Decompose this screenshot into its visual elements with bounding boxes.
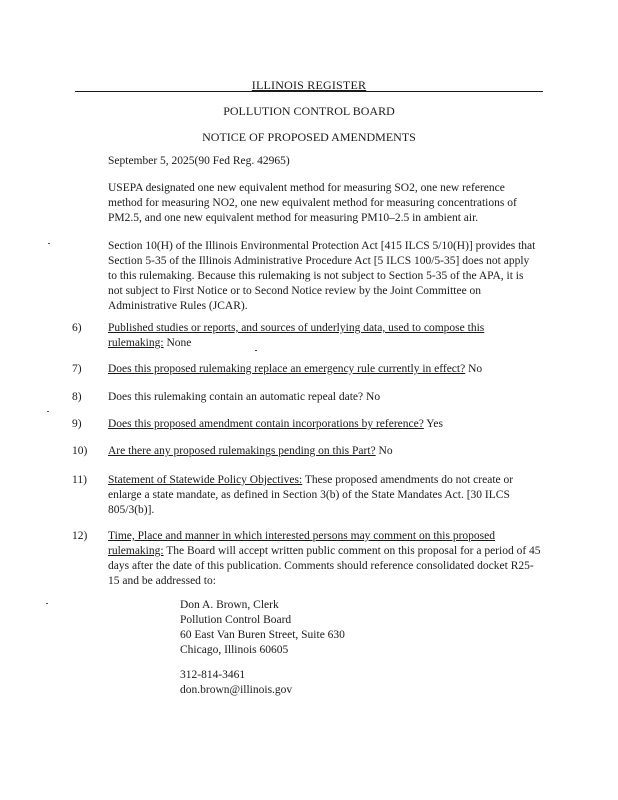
item-answer: Yes (426, 418, 444, 430)
item-answer: No (366, 391, 381, 403)
contact-city: Chicago, Illinois 60605 (180, 644, 289, 656)
item-number: 12) (72, 530, 88, 542)
item-number: 7) (72, 363, 82, 375)
item-number: 6) (72, 322, 82, 334)
intro-paragraph-1: USEPA designated one new equivalent method for measuring SO2, one new reference method for measuring NO2, one new equivalent method for measuring concentrations of PM2.5, and one new equivalent method for measuring PM10–2.5 in ambient air. (108, 182, 517, 224)
item-body (108, 529, 542, 589)
item-label: Statement of Statewide Policy Objectives: (108, 474, 303, 486)
item-body (108, 444, 542, 459)
item-label: Does this proposed amendment contain incorporations by reference? (108, 418, 424, 430)
scan-speck (46, 603, 48, 604)
contact-org: Pollution Control Board (180, 614, 292, 626)
item-number: 10) (72, 445, 88, 457)
item-number: 11) (72, 474, 87, 486)
notice-title: NOTICE OF PROPOSED AMENDMENTS (202, 130, 416, 144)
item-body (108, 321, 542, 351)
item-body (108, 362, 542, 377)
item-body (108, 473, 542, 518)
item-label: Does this rulemaking contain an automatic repeal date? (108, 391, 364, 403)
contact-name: Don A. Brown, Clerk (180, 599, 279, 611)
contact-phone: 312-814-3461 (180, 669, 246, 681)
item-number: 8) (72, 391, 82, 403)
item-label: Time, Place and manner in which interested persons may comment on this proposed rulemaking: (108, 530, 495, 557)
scan-speck (48, 243, 50, 244)
item-answer: These proposed amendments do not create or enlarge a state mandate, as defined in Section 3(b) of the State Mandates Act. [30 ILCS 805/3(b)]. (108, 474, 514, 516)
header-rule (75, 91, 543, 92)
item-answer: None (166, 337, 192, 349)
item-number: 9) (72, 418, 82, 430)
item-answer: No (378, 445, 393, 457)
contact-email: don.brown@illinois.gov (180, 684, 293, 696)
register-title: ILLINOIS REGISTER (251, 78, 367, 92)
agency-title: POLLUTION CONTROL BOARD (223, 104, 395, 118)
date-line: September 5, 2025(90 Fed Reg. 42965) (108, 155, 290, 167)
contact-street: 60 East Van Buren Street, Suite 630 (180, 629, 345, 641)
item-answer: No (468, 363, 483, 375)
intro-paragraph-2: Section 10(H) of the Illinois Environmental Protection Act [415 ILCS 5/10(H)] provides that Section 5-35 of the Illinois Administrative Procedure Act [5 ILCS 100/5-35] does not apply to this rulemaking. Because this rulemaking is not subject to Section 5-35 of the APA, it is not subject to First Notice or to Second Notice review by the Joint Committee on Administrative Rules (JCAR). (108, 240, 536, 312)
scan-speck (255, 350, 257, 351)
item-label: Are there any proposed rulemakings pending on this Part? (108, 445, 376, 457)
item-label: Published studies or reports, and sources of underlying data, used to compose this rulemaking: (108, 322, 485, 349)
item-body (108, 390, 542, 405)
item-answer: The Board will accept written public comment on this proposal for a period of 45 days after the date of this publication. Comments should reference consolidated docket R25-15 and be addressed to: (108, 545, 541, 587)
scan-speck (47, 411, 49, 412)
item-body (108, 417, 542, 432)
item-label: Does this proposed rulemaking replace an emergency rule currently in effect? (108, 363, 466, 375)
